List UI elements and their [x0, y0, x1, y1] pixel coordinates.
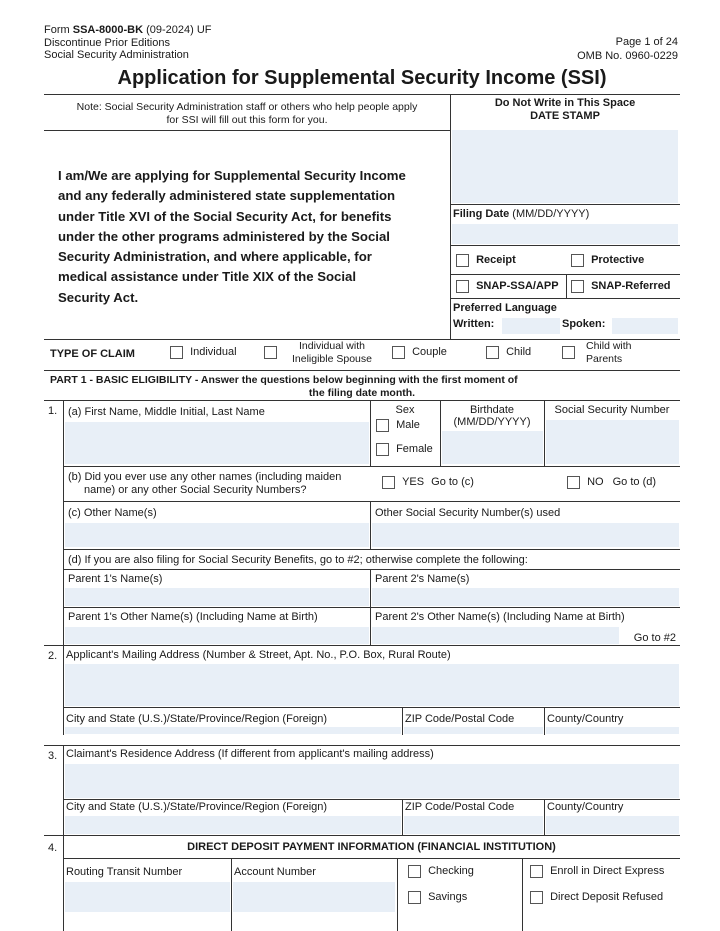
statement-line: and any federally administered state supplementation — [58, 188, 396, 204]
claim-individual-label: Individual — [190, 346, 237, 359]
ssn-field[interactable] — [546, 420, 679, 464]
residence-address-field[interactable] — [65, 764, 679, 798]
female-option[interactable] — [376, 443, 433, 456]
statement-line: under the other programs administered by the Social — [58, 228, 390, 244]
q4-number: 4. — [48, 842, 58, 854]
q2-zip-label: ZIP Code/Postal Code — [405, 713, 515, 725]
preferred-language-label: Preferred Language — [453, 302, 557, 314]
note-line-1: Note: Social Security Administration staff or others who help people apply — [76, 101, 418, 113]
form-number: SSA-8000-BK — [72, 24, 144, 36]
claim-ineligible-spouse-label: Individual with Ineligible Spouse — [292, 340, 372, 365]
goto-2-note: Go to #2 — [633, 632, 676, 644]
written-language-label: Written: — [453, 318, 495, 330]
female-checkbox[interactable] — [376, 443, 389, 456]
snap-referred-option[interactable] — [571, 280, 671, 293]
q1-name-label: (a) First Name, Middle Initial, Last Name — [68, 406, 265, 418]
protective-option[interactable] — [571, 254, 644, 267]
deposit-refused-checkbox[interactable] — [530, 891, 543, 904]
q2-zip-field[interactable] — [404, 727, 543, 734]
savings-label: Savings — [428, 891, 468, 904]
q3-county-label: County/Country — [547, 801, 624, 813]
omb-number: OMB No. 0960-0229 — [577, 50, 678, 62]
statement-line: Security Act. — [58, 289, 139, 305]
deposit-refused-label: Direct Deposit Refused — [550, 891, 664, 904]
q1d-label: (d) If you are also filing for Social Security Benefits, go to #2; otherwise complete the following: — [68, 554, 528, 566]
sex-label: Sex — [395, 404, 415, 416]
birthdate-label: Birthdate — [469, 404, 515, 416]
parent1-other-field[interactable] — [65, 627, 369, 644]
claim-individual-checkbox[interactable] — [170, 346, 183, 359]
q1b-yes-option[interactable] — [382, 476, 474, 489]
claim-individual-option[interactable] — [170, 346, 237, 359]
statement-line: I am/We are applying for Supplemental Security Income — [58, 168, 406, 183]
q1b-no-option[interactable] — [567, 476, 656, 489]
statement-line: medical assistance under Title XIX of the Social — [58, 269, 357, 285]
claim-child-parents-label: Child with Parents — [586, 340, 632, 365]
statement-line: Security Administration, and where applicable, for — [58, 249, 372, 265]
q1b-yes-label: YES — [402, 476, 425, 489]
q3-county-field[interactable] — [546, 816, 679, 834]
claim-type-label: TYPE OF CLAIM — [50, 348, 135, 360]
q3-city-field[interactable] — [65, 816, 401, 834]
parent1-name-label: Parent 1's Name(s) — [68, 573, 163, 585]
claim-child-label: Child — [506, 346, 532, 359]
date-stamp-area[interactable] — [452, 130, 678, 203]
parent2-name-label: Parent 2's Name(s) — [375, 573, 470, 585]
direct-express-checkbox[interactable] — [530, 865, 543, 878]
claim-couple-option[interactable] — [392, 346, 447, 359]
claim-ineligible-spouse-option[interactable] — [264, 346, 277, 359]
snap-referred-label: SNAP-Referred — [591, 280, 671, 293]
q1b-no-checkbox[interactable] — [567, 476, 580, 489]
claim-child-parents-checkbox[interactable] — [562, 346, 575, 359]
checking-label: Checking — [428, 865, 474, 878]
q2-county-label: County/Country — [547, 713, 624, 725]
snap-ssa-label: SNAP-SSA/APP — [476, 280, 559, 293]
q1-number: 1. — [48, 405, 58, 417]
deposit-refused-option[interactable] — [530, 891, 663, 904]
claim-child-checkbox[interactable] — [486, 346, 499, 359]
form-number-line — [44, 24, 212, 37]
claim-ineligible-spouse-checkbox[interactable] — [264, 346, 277, 359]
savings-checkbox[interactable] — [408, 891, 421, 904]
mailing-address-field[interactable] — [65, 664, 679, 706]
q1b-line-2: name) or any other Social Security Numbers? — [84, 484, 307, 496]
q3-number: 3. — [48, 750, 58, 762]
q2-county-field[interactable] — [546, 727, 679, 734]
part1-heading-cont: the filing date month. — [308, 387, 416, 399]
q2-city-field[interactable] — [65, 727, 401, 734]
parent2-name-field[interactable] — [372, 588, 679, 606]
other-ssn-field[interactable] — [372, 523, 679, 547]
statement-line: under Title XVI of the Social Security Act, for benefits — [58, 208, 392, 224]
q1b-line-1: (b) Did you ever use any other names (including maiden — [68, 471, 342, 483]
q3-zip-field[interactable] — [404, 816, 543, 834]
applicant-statement — [58, 166, 443, 308]
q3-zip-label: ZIP Code/Postal Code — [405, 801, 515, 813]
account-field[interactable] — [233, 882, 395, 912]
direct-express-option[interactable] — [530, 865, 664, 878]
parent1-other-label: Parent 1's Other Name(s) (Including Name at Birth) — [68, 611, 318, 623]
filing-date-label: Filing Date (MM/DD/YYYY) — [453, 208, 590, 220]
q1b-goto-c: Go to (c) — [431, 476, 474, 489]
birthdate-format: (MM/DD/YYYY) — [453, 416, 531, 428]
snap-ssa-option[interactable] — [456, 280, 559, 293]
routing-field[interactable] — [65, 882, 230, 912]
ssn-label: Social Security Number — [554, 404, 670, 416]
protective-checkbox[interactable] — [571, 254, 584, 267]
page-title: Application for Supplemental Security Income (SSI) — [117, 67, 607, 89]
discontinue-note: Discontinue Prior Editions — [44, 37, 170, 49]
snap-ssa-checkbox[interactable] — [456, 280, 469, 293]
date-stamp-heading: DATE STAMP — [530, 110, 600, 122]
protective-label: Protective — [591, 254, 645, 267]
parent1-name-field[interactable] — [65, 588, 369, 606]
parent2-other-field[interactable] — [372, 627, 619, 644]
q1c-label: (c) Other Name(s) — [68, 507, 157, 519]
parent2-other-label: Parent 2's Other Name(s) (Including Name at Birth) — [375, 611, 625, 623]
spoken-language-label: Spoken: — [562, 318, 606, 330]
note-line-2: for SSI will fill out this form for you. — [166, 114, 328, 126]
other-ssn-label: Other Social Security Number(s) used — [375, 507, 561, 519]
claim-child-parents-option[interactable] — [562, 346, 575, 359]
receipt-label: Receipt — [476, 254, 516, 267]
q3-city-label: City and State (U.S.)/State/Province/Region (Foreign) — [66, 801, 328, 813]
routing-label: Routing Transit Number — [66, 866, 183, 878]
page-number: Page 1 of 24 — [615, 36, 678, 48]
q4-heading: DIRECT DEPOSIT PAYMENT INFORMATION (FINANCIAL INSTITUTION) — [187, 841, 556, 853]
q1-name-field[interactable] — [65, 422, 369, 464]
q1b-goto-d: Go to (d) — [612, 476, 657, 489]
snap-referred-checkbox[interactable] — [571, 280, 584, 293]
other-names-field[interactable] — [65, 523, 369, 547]
male-label: Male — [396, 419, 420, 432]
q3-label: Claimant's Residence Address (If different from applicant's mailing address) — [66, 748, 434, 760]
receipt-option[interactable] — [456, 254, 516, 267]
q1b-yes-checkbox[interactable] — [382, 476, 395, 489]
filing-date-field[interactable] — [452, 224, 678, 244]
male-option[interactable] — [376, 419, 420, 432]
form-edition: (09-2024) UF — [146, 24, 212, 36]
checking-option[interactable] — [408, 865, 474, 878]
office-use-heading: Do Not Write in This Space — [494, 97, 636, 109]
receipt-checkbox[interactable] — [456, 254, 469, 267]
q1b-no-label: NO — [587, 476, 604, 489]
checking-checkbox[interactable] — [408, 865, 421, 878]
claim-couple-checkbox[interactable] — [392, 346, 405, 359]
account-label: Account Number — [234, 866, 316, 878]
claim-child-option[interactable] — [486, 346, 531, 359]
part1-heading: PART 1 - BASIC ELIGIBILITY - Answer the questions below beginning with the first moment of — [50, 374, 518, 386]
q2-number: 2. — [48, 650, 58, 662]
q2-city-label: City and State (U.S.)/State/Province/Region (Foreign) — [66, 713, 328, 725]
claim-couple-label: Couple — [412, 346, 447, 359]
q2-label: Applicant's Mailing Address (Number & Street, Apt. No., P.O. Box, Rural Route) — [66, 649, 451, 661]
form-prefix: Form — [44, 24, 70, 36]
spoken-language-field[interactable] — [612, 318, 678, 334]
savings-option[interactable] — [408, 891, 467, 904]
female-label: Female — [396, 443, 433, 456]
direct-express-label: Enroll in Direct Express — [550, 865, 665, 878]
male-checkbox[interactable] — [376, 419, 389, 432]
agency-name: Social Security Administration — [44, 49, 189, 61]
written-language-field[interactable] — [502, 318, 560, 334]
birthdate-field[interactable] — [442, 431, 543, 464]
